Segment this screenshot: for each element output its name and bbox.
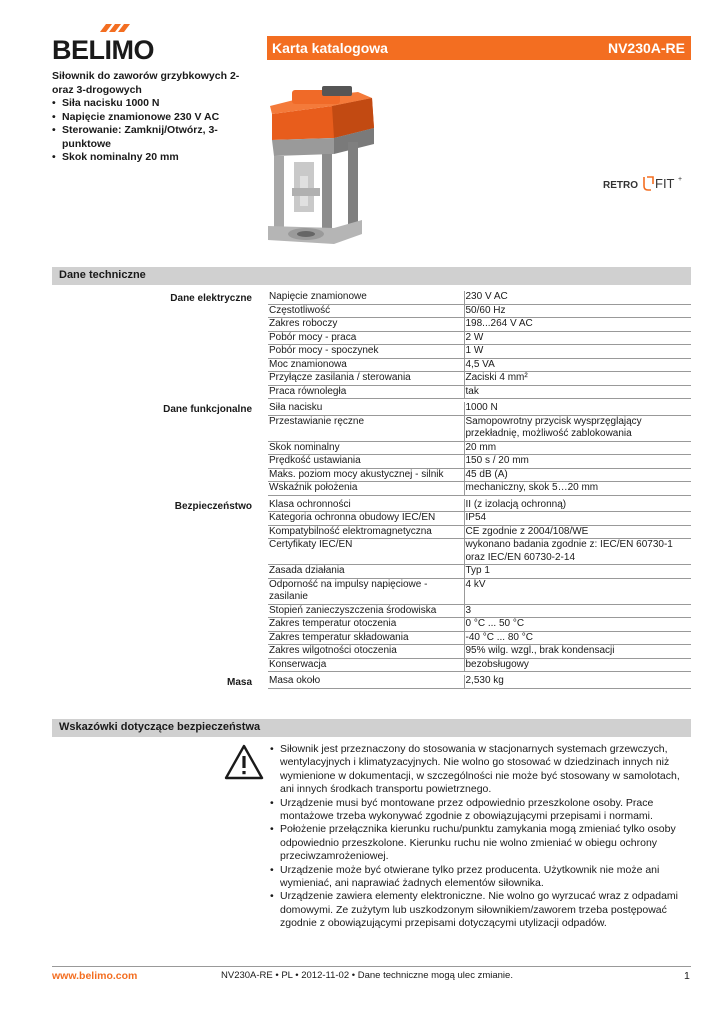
- table-row: [268, 441, 691, 455]
- param-name: Moc znamionowa: [268, 358, 464, 372]
- param-name: Prędkość ustawiania: [268, 455, 464, 469]
- table-row: [268, 604, 691, 618]
- table-row: [268, 658, 691, 672]
- intro-feature: • Napięcie znamionowe 230 V AC: [52, 111, 262, 125]
- tech-section-title: Dane techniczne: [59, 269, 146, 281]
- param-value: IP54: [464, 512, 691, 526]
- table-row: [268, 468, 691, 482]
- param-value: 150 s / 20 mm: [464, 455, 691, 469]
- group-label: Bezpieczeństwo: [174, 500, 252, 512]
- table-row: [268, 631, 691, 645]
- retrofit-mark: +: [678, 176, 683, 183]
- table-row: [268, 358, 691, 372]
- table-row: [268, 415, 691, 441]
- footer-url-link[interactable]: www.belimo.com: [52, 970, 138, 982]
- param-value: 4,5 VA: [464, 358, 691, 372]
- table-row: [268, 385, 691, 399]
- param-value: 230 V AC: [464, 291, 691, 304]
- param-name: Klasa ochronności: [268, 499, 464, 512]
- table-row: [268, 578, 691, 604]
- param-value: 1 W: [464, 345, 691, 359]
- param-name: Maks. poziom mocy akustycznej - silnik: [268, 468, 464, 482]
- param-name: Stopień zanieczyszczenia środowiska: [268, 604, 464, 618]
- param-value: -40 °C ... 80 °C: [464, 631, 691, 645]
- table-row: [268, 618, 691, 632]
- table-row: [268, 675, 691, 688]
- safety-section-header: [52, 719, 691, 737]
- param-name: Siła nacisku: [268, 402, 464, 415]
- retrofit-right-text: FIT: [655, 176, 675, 191]
- param-value: 4 kV: [464, 578, 691, 604]
- footer-text: NV230A-RE • PL • 2012-11-02 • Dane techniczne mogą ulec zmianie.: [221, 970, 513, 981]
- param-value: 2,530 kg: [464, 675, 691, 688]
- param-name: Napięcie znamionowe: [268, 291, 464, 304]
- group-label: Masa: [226, 677, 252, 688]
- param-value: tak: [464, 385, 691, 399]
- belimo-logo: [52, 24, 154, 68]
- param-name: Pobór mocy - praca: [268, 331, 464, 345]
- footer-divider: [52, 966, 691, 967]
- param-name: Zakres temperatur otoczenia: [268, 618, 464, 632]
- intro-feature: • Sterowanie: Zamknij/Otwórz, 3-punktowe: [52, 124, 262, 151]
- param-value: 1000 N: [464, 402, 691, 415]
- param-value: Samopowrotny przycisk wysprzęglający przekładnię, możliwość zablokowania: [464, 415, 691, 441]
- product-code: NV230A-RE: [607, 40, 685, 56]
- table-row: [268, 512, 691, 526]
- param-value: 3: [464, 604, 691, 618]
- document-title: Karta katalogowa: [272, 40, 388, 56]
- list-item: • Siłownik jest przeznaczony do stosowania w stacjonarnych systemach grzewczych, wentylacyjnych i klimatyzacyjnych. Nie wolno go stosować w dziedzinach innych niż wymienione w dokumentacji, w szczególności nie może być stosowany w samolotach, ani innych środkach transportu powietrznego.: [270, 743, 690, 797]
- table-row: [268, 372, 691, 386]
- table-row: [268, 482, 691, 496]
- param-name: Skok nominalny: [268, 441, 464, 455]
- table-row: [268, 304, 691, 318]
- brand-name: BELIMO: [52, 35, 154, 65]
- tech-group-mass: [52, 675, 691, 689]
- param-value: Typ 1: [464, 565, 691, 579]
- tech-group-functional: [52, 402, 691, 499]
- table-row: [268, 565, 691, 579]
- warning-icon: [224, 744, 264, 780]
- list-item: • Urządzenie musi być montowane przez odpowiednio przeszkolone osoby. Prace montażowe trzeba wykonywać zgodnie z obowiązującymi przepisami i normami.: [270, 797, 690, 824]
- retrofit-logo: [603, 172, 695, 194]
- tech-group-safety: [52, 499, 691, 676]
- param-value: mechaniczny, skok 5…20 mm: [464, 482, 691, 496]
- param-value: CE zgodnie z 2004/108/WE: [464, 525, 691, 539]
- table-row: [268, 345, 691, 359]
- param-value: 0 °C ... 50 °C: [464, 618, 691, 632]
- table-row: [268, 455, 691, 469]
- group-label: Dane elektryczne: [170, 293, 252, 304]
- list-item: • Położenie przełącznika kierunku ruchu/punktu zamykania mogą zmieniać tylko osoby odpowiednio przeszkolone. Kierunku ruchu nie wolno zmieniać w obiegu ochrony przeciwzamrożeniowej.: [270, 823, 690, 863]
- group-label: Dane funkcjonalne: [163, 404, 252, 415]
- table-row: [268, 291, 691, 304]
- tech-group-electrical: [52, 291, 691, 402]
- param-name: Masa około: [268, 675, 464, 688]
- tech-section-header: [52, 267, 691, 285]
- list-item: • Urządzenie może być otwierane tylko przez producenta. Użytkownik nie może ani wymieniać, ani naprawiać żadnych elementów siłownika.: [270, 864, 690, 891]
- tech-data: [52, 291, 691, 689]
- retrofit-left-text: RETRO: [603, 180, 638, 191]
- param-name: Zakres wilgotności otoczenia: [268, 645, 464, 659]
- table-row: [268, 539, 691, 565]
- table-row: [268, 402, 691, 415]
- header-bar: [267, 36, 691, 60]
- intro-feature: • Siła nacisku 1000 N: [52, 97, 262, 111]
- table-row: [268, 525, 691, 539]
- param-name: Zakres temperatur składowania: [268, 631, 464, 645]
- table-row: [268, 318, 691, 332]
- param-name: Certyfikaty IEC/EN: [268, 539, 464, 565]
- param-value: 198...264 V AC: [464, 318, 691, 332]
- param-name: Zakres roboczy: [268, 318, 464, 332]
- param-value: 95% wilg. wzgl., brak kondensacji: [464, 645, 691, 659]
- param-value: bezobsługowy: [464, 658, 691, 672]
- param-name: Przestawianie ręczne: [268, 415, 464, 441]
- param-name: Pobór mocy - spoczynek: [268, 345, 464, 359]
- product-intro: [52, 70, 262, 165]
- page-number: 1: [684, 970, 690, 982]
- param-name: Odporność na impulsy napięciowe - zasilanie: [268, 578, 464, 604]
- product-image: [262, 76, 387, 256]
- param-value: 45 dB (A): [464, 468, 691, 482]
- intro-feature: • Skok nominalny 20 mm: [52, 151, 262, 165]
- param-name: Kompatybilność elektromagnetyczna: [268, 525, 464, 539]
- param-value: II (z izolacją ochronną): [464, 499, 691, 512]
- table-row: [268, 499, 691, 512]
- param-value: Zaciski 4 mm²: [464, 372, 691, 386]
- params-table: [268, 402, 691, 496]
- params-table: [268, 499, 691, 673]
- intro-features: [52, 97, 262, 165]
- param-value: 50/60 Hz: [464, 304, 691, 318]
- params-table: [268, 675, 691, 689]
- table-row: [268, 331, 691, 345]
- list-item: • Urządzenie zawiera elementy elektroniczne. Nie wolno go wyrzucać wraz z odpadami domowymi. Ze zużytym lub uszkodzonym siłownikiem/zaworem trzeba postępować zgodnie z obowiązującymi przepisami dotyczącymi utylizacji odpadów.: [270, 890, 690, 930]
- intro-heading: Siłownik do zaworów grzybkowych 2- oraz 3-drogowych: [52, 70, 240, 96]
- param-value: wykonano badania zgodnie z: IEC/EN 60730-1 oraz IEC/EN 60730-2-14: [464, 539, 691, 565]
- params-table: [268, 291, 691, 399]
- param-name: Częstotliwość: [268, 304, 464, 318]
- param-name: Wskaźnik położenia: [268, 482, 464, 496]
- param-value: 2 W: [464, 331, 691, 345]
- param-value: 20 mm: [464, 441, 691, 455]
- safety-list: [270, 743, 690, 931]
- param-name: Konserwacja: [268, 658, 464, 672]
- param-name: Zasada działania: [268, 565, 464, 579]
- table-row: [268, 645, 691, 659]
- param-name: Praca równoległa: [268, 385, 464, 399]
- param-name: Przyłącze zasilania / sterowania: [268, 372, 464, 386]
- param-name: Kategoria ochronna obudowy IEC/EN: [268, 512, 464, 526]
- safety-section-title: Wskazówki dotyczące bezpieczeństwa: [59, 721, 261, 733]
